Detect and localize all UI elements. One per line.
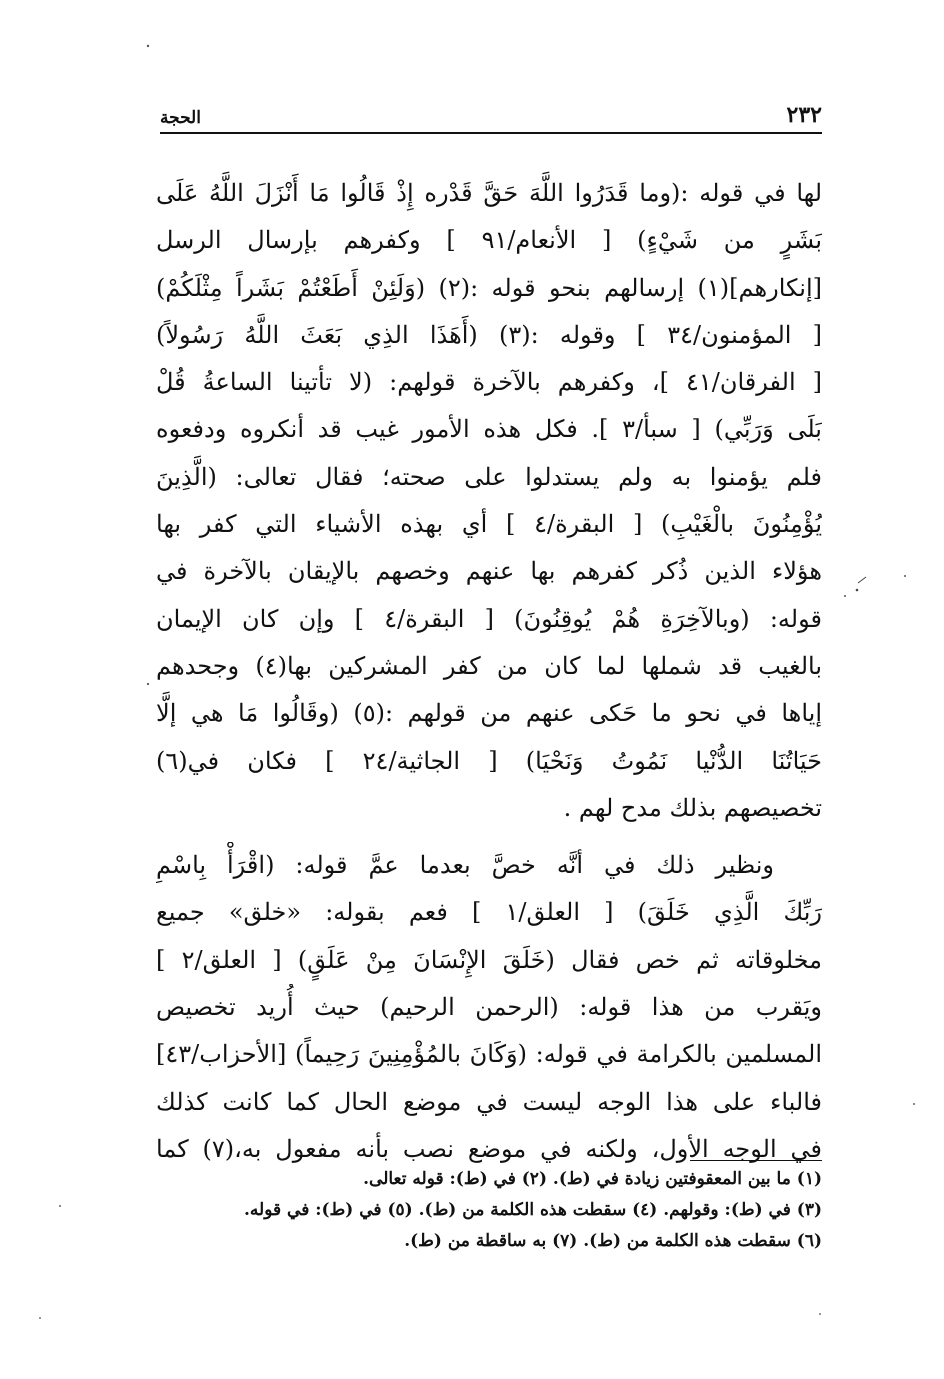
main-text	[156, 170, 822, 1173]
text-line: تخصيصهم بذلك مدح لهم .	[563, 793, 822, 822]
page-header	[160, 98, 822, 134]
text-line: ونظير ذلك في أنَّه خصَّ بعدما عمَّ قوله: (اقْرَأْ بِاسْمِ	[156, 851, 774, 880]
footnote-line: (١) ما بين المعقوفتين زيادة في (ط). (٢) في (ط): قوله تعالى.	[363, 1169, 822, 1189]
text-line: بَشَرٍ من شَيْءٍ) [ الأنعام/٩١ ] وكفرهم بإرسال الرسل	[156, 226, 822, 255]
footnote-line: (٦) سقطت هذه الكلمة من (ط). (٧) به ساقطة من (ط).	[404, 1231, 822, 1251]
text-line: [إنكارهم](١) إرسالهم بنحو قوله :(٢) (وَلَئِنْ أَطَعْتُمْ بَشَراً مِثْلَكُمْ)	[156, 273, 822, 302]
text-line: بَلَى وَرَبِّي) [ سبأ/٣ ]. فكل هذه الأمور غيب قد أنكروه ودفعوه	[156, 415, 822, 444]
text-line: هؤلاء الذين ذُكر كفرهم بها عنهم وخصهم بالإيقان بالآخرة في	[156, 557, 822, 586]
footnotes	[156, 1164, 822, 1257]
text-line: رَبِّكَ الَّذِي خَلَقَ) [ العلق/١ ] فعم بقوله: «خلق» جميع	[156, 898, 822, 927]
text-line: المسلمين بالكرامة في قوله: (وَكَانَ بالمُؤْمِنِينَ رَحِيماً) [الأحزاب/٤٣]	[156, 1040, 822, 1069]
footnote-separator	[690, 1160, 822, 1161]
text-line: في الوجه الأول، ولكنه في موضع نصب بأنه مفعول به،(٧) كما	[156, 1134, 822, 1163]
text-line: إياها في نحو ما حَكى عنهم من قولهم :(٥) (وقَالُوا مَا هي إلَّا	[156, 699, 822, 728]
text-line: مخلوقاته ثم خص فقال (خَلَقَ الإِنْسَانَ مِنْ عَلَقٍ) [ العلق/٢ ]	[156, 945, 822, 974]
paragraph-gap	[156, 832, 822, 842]
text-line: ويَقرب من هذا قوله: (الرحمن الرحيم) حيث أُريد تخصيص	[156, 993, 822, 1022]
page-number: ٢٣٢	[786, 102, 822, 128]
text-line: بالغيب قد شملها لما كان من كفر المشركين بها(٤) وجحدهم	[156, 651, 822, 680]
text-line: فلم يؤمنوا به ولم يستدلوا على صحته؛ فقال تعالى: (الَّذِينَ	[156, 462, 822, 491]
text-line: لها في قوله :(وما قَدَرُوا اللَّهَ حَقَّ قَدْره إِذْ قَالُوا مَا أَنْزَلَ اللَّهُ عَلَى	[156, 179, 822, 207]
text-line: [ الفرقان/٤١ ]، وكفرهم بالآخرة قولهم: (لا تأتينا الساعةُ قُلْ	[156, 368, 822, 397]
text-line: فالباء على هذا الوجه ليست في موضع الحال كما كانت كذلك	[156, 1087, 822, 1116]
text-line: [ المؤمنون/٣٤ ] وقوله :(٣) (أَهَذَا الذِي بَعَثَ اللَّهُ رَسُولاً)	[156, 320, 822, 349]
footnote-line: (٣) في (ط): وقولهم. (٤) سقطت هذه الكلمة من (ط). (٥) في (ط): في قوله.	[243, 1200, 822, 1220]
running-title: الحجة	[160, 108, 201, 128]
text-line: قوله: (وبالآخِرَةِ هُمْ يُوقِنُونَ) [ البقرة/٤ ] وإن كان الإيمان	[156, 604, 822, 633]
text-line: يُؤْمِنُونَ بالْغَيْبِ) [ البقرة/٤ ] أي بهذه الأشياء التي كفر بها	[156, 510, 822, 539]
text-line: حَيَاتُنَا الدُّنْيا نَمُوتُ وَنَحْيَا) [ الجاثية/٢٤ ] فكان في(٦)	[156, 746, 822, 775]
